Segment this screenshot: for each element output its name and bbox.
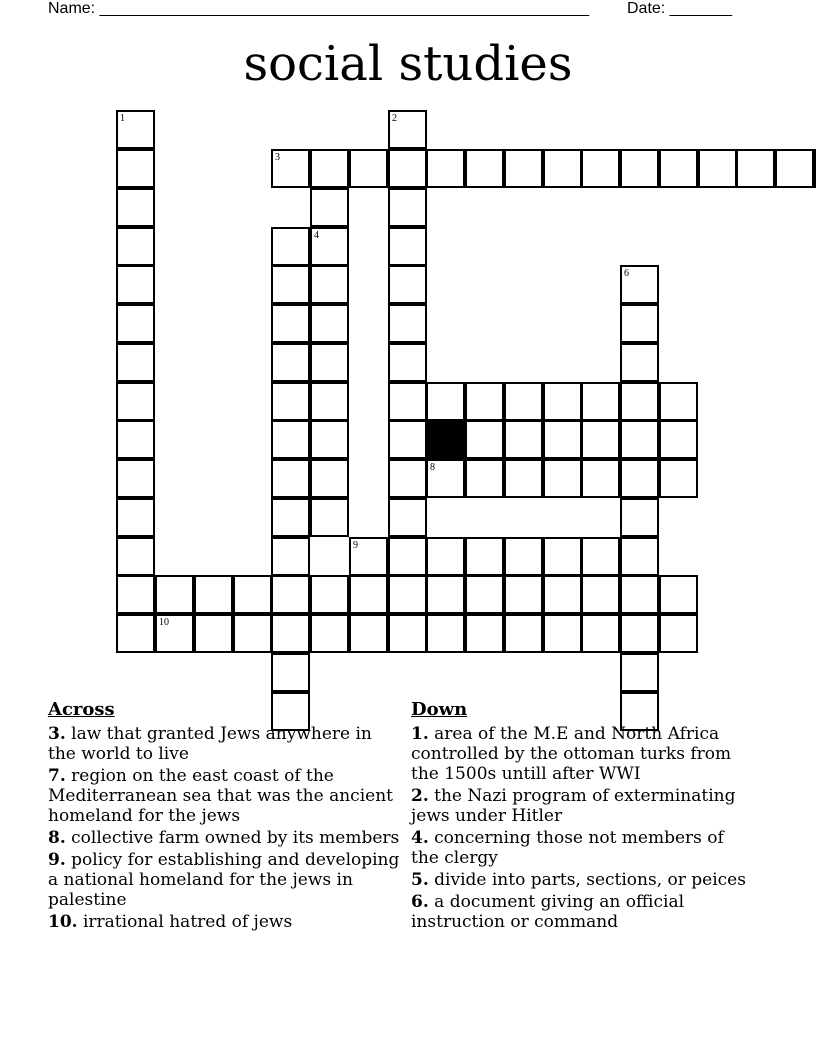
clue-number-label: 6 [624,268,629,279]
grid-cell[interactable] [116,265,155,304]
grid-cell[interactable] [310,343,349,382]
grid-cell[interactable] [116,188,155,227]
grid-cell[interactable] [271,575,310,614]
grid-cell[interactable] [116,149,155,188]
grid-cell[interactable] [698,149,737,188]
grid-cell[interactable] [271,343,310,382]
grid-cell[interactable] [310,304,349,343]
grid-cell[interactable] [426,575,465,614]
grid-cell[interactable] [271,265,310,304]
down-clue [411,892,756,932]
grid-cell[interactable] [233,614,272,653]
clue-number: 10. [48,912,78,932]
grid-cell[interactable] [388,227,427,266]
grid-cell[interactable] [504,149,543,188]
grid-cell[interactable] [504,575,543,614]
grid-cell[interactable] [349,537,388,576]
across-clue [48,724,403,764]
clue-number: 6. [411,892,429,912]
clue-text: policy for establishing and developing a national homeland for the jews in palestine [48,850,400,910]
grid-cell[interactable] [388,420,427,459]
grid-cell[interactable] [581,537,620,576]
across-clue [48,766,403,826]
grid-cell[interactable] [620,575,659,614]
grid-cell[interactable] [465,149,504,188]
grid-cell[interactable] [581,614,620,653]
name-field: Name: _______________________________________________________ [48,0,589,17]
down-clue [411,870,756,890]
clue-text: the Nazi program of exterminating jews under Hitler [411,786,736,826]
black-square [426,420,465,459]
grid-cell[interactable] [310,575,349,614]
grid-cell[interactable] [310,498,349,537]
grid-cell[interactable] [659,420,698,459]
down-clues [411,700,756,934]
clue-number: 5. [411,870,429,890]
grid-cell[interactable] [659,614,698,653]
clue-text: region on the east coast of the Mediterranean sea that was the ancient homeland for the jews [48,766,393,826]
grid-cell[interactable] [620,498,659,537]
grid-cell[interactable] [349,614,388,653]
clue-number-label: 3 [275,152,280,163]
grid-cell[interactable] [504,614,543,653]
clue-number: 8. [48,828,66,848]
grid-cell[interactable] [620,614,659,653]
grid-cell[interactable] [271,653,310,692]
grid-cell[interactable] [116,459,155,498]
grid-cell[interactable] [581,459,620,498]
grid-cell[interactable] [271,420,310,459]
clue-number: 4. [411,828,429,848]
clue-number-label: 4 [314,230,319,241]
grid-cell[interactable] [271,498,310,537]
grid-cell[interactable] [194,575,233,614]
grid-cell[interactable] [310,188,349,227]
clue-number: 2. [411,786,429,806]
grid-cell[interactable] [504,420,543,459]
grid-cell[interactable] [620,420,659,459]
grid-cell[interactable] [581,382,620,421]
grid-cell[interactable] [310,614,349,653]
grid-cell[interactable] [310,459,349,498]
down-clue [411,724,756,784]
grid-cell[interactable] [388,498,427,537]
grid-cell[interactable] [581,420,620,459]
grid-cell[interactable] [659,149,698,188]
clue-text: collective farm owned by its members [71,828,400,848]
grid-cell[interactable] [271,149,310,188]
grid-cell[interactable] [116,304,155,343]
clue-number: 9. [48,850,66,870]
page-title: social studies [243,36,573,92]
clue-text: concerning those not members of the clergy [411,828,724,868]
grid-cell[interactable] [775,149,814,188]
clue-number-label: 10 [159,617,169,628]
grid-cell[interactable] [426,537,465,576]
grid-cell[interactable] [116,420,155,459]
grid-cell[interactable] [543,537,582,576]
across-clues [48,700,403,934]
grid-cell[interactable] [543,614,582,653]
grid-cell[interactable] [349,575,388,614]
grid-cell[interactable] [659,382,698,421]
grid-cell[interactable] [271,304,310,343]
across-clue [48,850,403,910]
date-field: Date: _______ [627,0,732,17]
clue-text: law that granted Jews anywhere in the world to live [48,724,372,764]
grid-cell[interactable] [465,420,504,459]
grid-cell[interactable] [310,265,349,304]
grid-cell[interactable] [388,110,427,149]
down-clue [411,786,756,826]
grid-cell[interactable] [465,459,504,498]
grid-cell[interactable] [581,575,620,614]
grid-cell[interactable] [659,575,698,614]
across-heading: Across [48,699,115,720]
clue-number-label: 9 [353,540,358,551]
grid-cell[interactable] [271,459,310,498]
grid-cell[interactable] [388,614,427,653]
grid-cell[interactable] [310,149,349,188]
grid-cell[interactable] [116,575,155,614]
grid-cell[interactable] [388,459,427,498]
clue-text: a document giving an official instruction or command [411,892,685,932]
grid-cell[interactable] [349,149,388,188]
grid-cell[interactable] [310,382,349,421]
grid-cell[interactable] [543,382,582,421]
grid-cell[interactable] [194,614,233,653]
grid-cell[interactable] [581,149,620,188]
grid-cell[interactable] [310,420,349,459]
grid-cell[interactable] [620,265,659,304]
across-clue [48,828,403,848]
grid-cell[interactable] [388,537,427,576]
grid-cell[interactable] [620,537,659,576]
grid-cell[interactable] [155,614,194,653]
grid-cell[interactable] [116,498,155,537]
grid-cell[interactable] [116,227,155,266]
grid-cell[interactable] [543,420,582,459]
grid-cell[interactable] [736,149,775,188]
grid-cell[interactable] [426,614,465,653]
clue-text: irrational hatred of jews [82,912,293,932]
grid-cell[interactable] [116,110,155,149]
grid-cell[interactable] [271,614,310,653]
grid-cell[interactable] [426,149,465,188]
grid-cell[interactable] [659,459,698,498]
clue-number-label: 1 [120,113,125,124]
grid-cell[interactable] [155,575,194,614]
grid-cell[interactable] [465,382,504,421]
grid-cell[interactable] [388,575,427,614]
grid-cell[interactable] [271,537,310,576]
clue-number: 1. [411,724,429,744]
grid-cell[interactable] [504,459,543,498]
grid-cell[interactable] [388,188,427,227]
grid-cell[interactable] [310,227,349,266]
clue-text: divide into parts, sections, or peices [434,870,746,890]
grid-cell[interactable] [465,537,504,576]
grid-cell[interactable] [388,304,427,343]
grid-cell[interactable] [504,382,543,421]
grid-cell[interactable] [388,149,427,188]
grid-cell[interactable] [116,382,155,421]
grid-cell[interactable] [620,149,659,188]
grid-cell[interactable] [543,575,582,614]
down-clue [411,828,756,868]
grid-cell[interactable] [233,575,272,614]
grid-cell[interactable] [465,614,504,653]
grid-cell[interactable] [620,382,659,421]
clue-number-label: 2 [392,113,397,124]
grid-cell[interactable] [271,382,310,421]
clue-number: 3. [48,724,66,744]
grid-cell[interactable] [426,459,465,498]
grid-cell[interactable] [620,653,659,692]
grid-cell[interactable] [504,537,543,576]
grid-cell[interactable] [620,459,659,498]
grid-cell[interactable] [388,265,427,304]
grid-cell[interactable] [543,459,582,498]
grid-cell[interactable] [388,382,427,421]
down-heading: Down [411,699,468,720]
grid-cell[interactable] [116,343,155,382]
grid-cell[interactable] [620,304,659,343]
clue-text: area of the M.E and North Africa controlled by the ottoman turks from the 1500s untill after WWI [411,724,732,784]
clue-number-label: 8 [430,462,435,473]
grid-cell[interactable] [388,343,427,382]
grid-cell[interactable] [271,227,310,266]
grid-cell[interactable] [465,575,504,614]
grid-cell[interactable] [620,343,659,382]
across-clue [48,912,403,932]
grid-cell[interactable] [116,614,155,653]
grid-cell[interactable] [543,149,582,188]
clue-number: 7. [48,766,66,786]
grid-cell[interactable] [116,537,155,576]
grid-cell[interactable] [426,382,465,421]
